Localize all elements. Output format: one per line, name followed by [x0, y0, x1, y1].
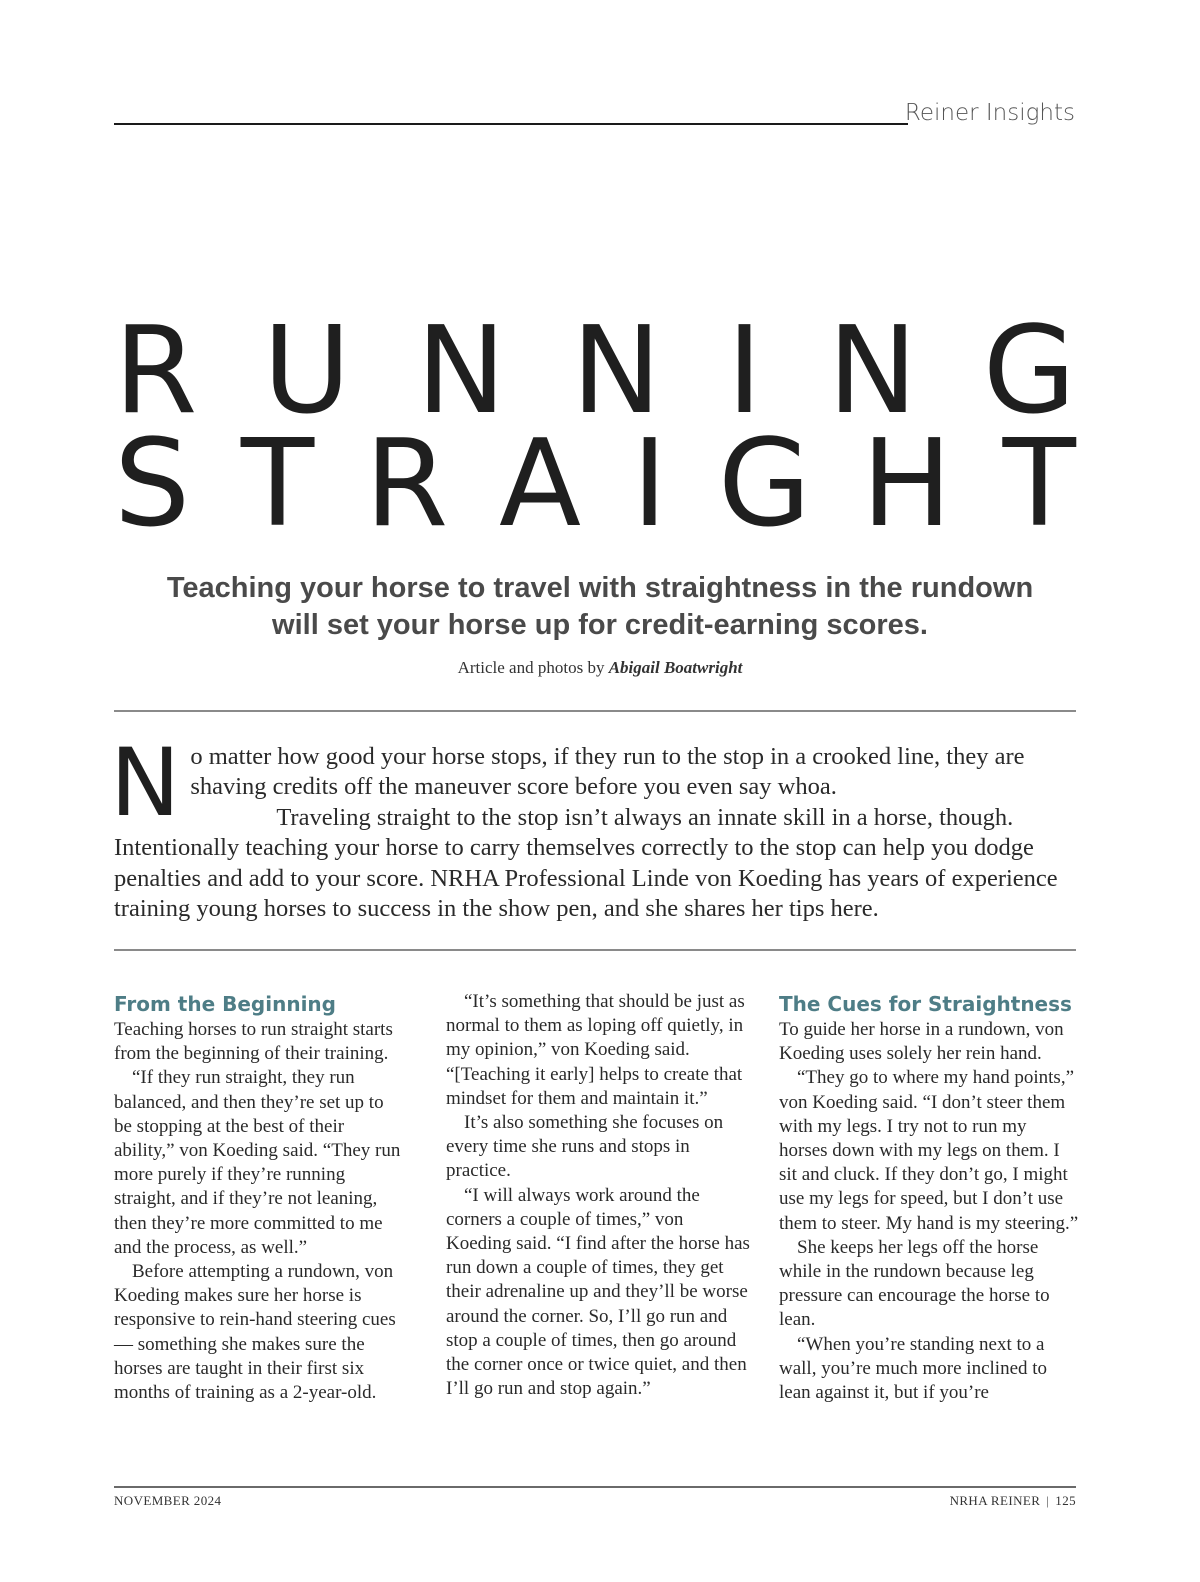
- title-letter: A: [499, 415, 582, 554]
- footer-issue: NOVEMBER 2024: [114, 1493, 222, 1508]
- title-letter: T: [1002, 415, 1076, 554]
- footer-publication: NRHA REINER: [949, 1493, 1041, 1508]
- title-letter: G: [982, 302, 1076, 441]
- intro-bottom-rule: [114, 949, 1076, 951]
- intro-paragraph: Traveling straight to the stop isn’t always an innate skill in a horse, though. Intentionally teaching your horse to carry themselves correctly to the stop can help you dodge penalties and add to your score. NRHA Professional Linde von Koeding has years of experience training young horses to success in the show pen, and she shares her tips here.: [114, 803, 1058, 923]
- intro-paragraph: o matter how good your horse stops, if they run to the stop in a crooked line, they are shaving credits off the maneuver score before you even say whoa.: [190, 743, 1025, 801]
- byline-author: Abigail Boatwright: [608, 658, 743, 677]
- byline-prefix: Article and photos by: [457, 658, 605, 677]
- title-letter: U: [262, 302, 351, 441]
- title-letter: S: [114, 415, 191, 554]
- body-paragraph: It’s also something she focuses on every time she runs and stops in practice.: [446, 1112, 724, 1182]
- intro-block: [110, 729, 1078, 924]
- title-letter: I: [631, 415, 668, 554]
- footer-separator: |: [1046, 1493, 1050, 1508]
- body-paragraph: To guide her horse in a rundown, von Koeding uses solely her rein hand.: [779, 1019, 1064, 1065]
- subheading: From the Beginning: [114, 992, 336, 1016]
- page-number: 125: [1055, 1493, 1076, 1508]
- body-paragraph: “If they run straight, they run balanced, and then they’re set up to be stopping at the best of their ability,” von Koeding said. “They run more purely if they’re running straight, and if they’re not leaning, then they’re more committed to me and the process, as well.”: [114, 1067, 401, 1258]
- body-paragraph: Teaching horses to run straight starts from the beginning of their training.: [114, 1019, 393, 1065]
- section-label: Reiner Insights: [904, 100, 1075, 126]
- column-1: [114, 990, 406, 1405]
- body-paragraph: Before attempting a rundown, von Koeding makes sure her horse is responsive to rein-hand steering cues — something she makes sure the horses are taught in their first six months of training as a 2-year-old.: [114, 1261, 396, 1404]
- subheading: The Cues for Straightness: [779, 992, 1072, 1016]
- title-letter: G: [717, 415, 811, 554]
- body-paragraph: She keeps her legs off the horse while in the rundown because leg pressure can encourage the horse to lean.: [779, 1236, 1050, 1331]
- column-3: [779, 990, 1079, 1405]
- footer-rule: [114, 1486, 1076, 1488]
- body-paragraph: “They go to where my hand points,” von Koeding said. “I don’t steer them with my legs. I try not to run my horses down with my legs on them. I sit and cluck. If they don’t go, I might use my legs for speed, but I don’t use them to steer. My hand is my steering.”: [779, 1067, 1079, 1234]
- byline: [150, 658, 1050, 678]
- title-letter: H: [861, 415, 952, 554]
- title-letter: I: [726, 302, 763, 441]
- title-line-running: [114, 302, 1076, 441]
- deck-line: will set your horse up for credit-earning scores.: [272, 609, 928, 641]
- header-rule: [114, 123, 908, 125]
- title-letter: R: [364, 415, 449, 554]
- body-paragraph: “When you’re standing next to a wall, you’re much more inclined to lean against it, but if you’re: [779, 1333, 1048, 1404]
- intro-top-rule: [114, 710, 1076, 712]
- title-line-straight: [114, 415, 1076, 554]
- title-letter: N: [416, 302, 506, 441]
- title-letter: T: [240, 415, 315, 554]
- title-letter: N: [571, 302, 662, 441]
- title-letter: N: [827, 302, 918, 441]
- footer-folio: [950, 1493, 1076, 1509]
- article-deck: [150, 570, 1050, 644]
- title-letter: R: [114, 302, 198, 441]
- column-2: [446, 990, 750, 1401]
- body-paragraph: “It’s something that should be just as normal to them as loping off quietly, in my opinion,” von Koeding said. “[Teaching it early] helps to create that mindset for them and maintain it.”: [446, 991, 745, 1109]
- drop-cap: N: [110, 729, 181, 838]
- body-paragraph: “I will always work around the corners a couple of times,” von Koeding said. “I find after the horse has run down a couple of times, they get their adrenaline up and they’ll be worse around the corner. So, I’ll go run and stop a couple of times, then go around the corner once or twice quiet, and then I’ll go run and stop again.”: [446, 1184, 750, 1400]
- deck-line: Teaching your horse to travel with straightness in the rundown: [166, 572, 1034, 604]
